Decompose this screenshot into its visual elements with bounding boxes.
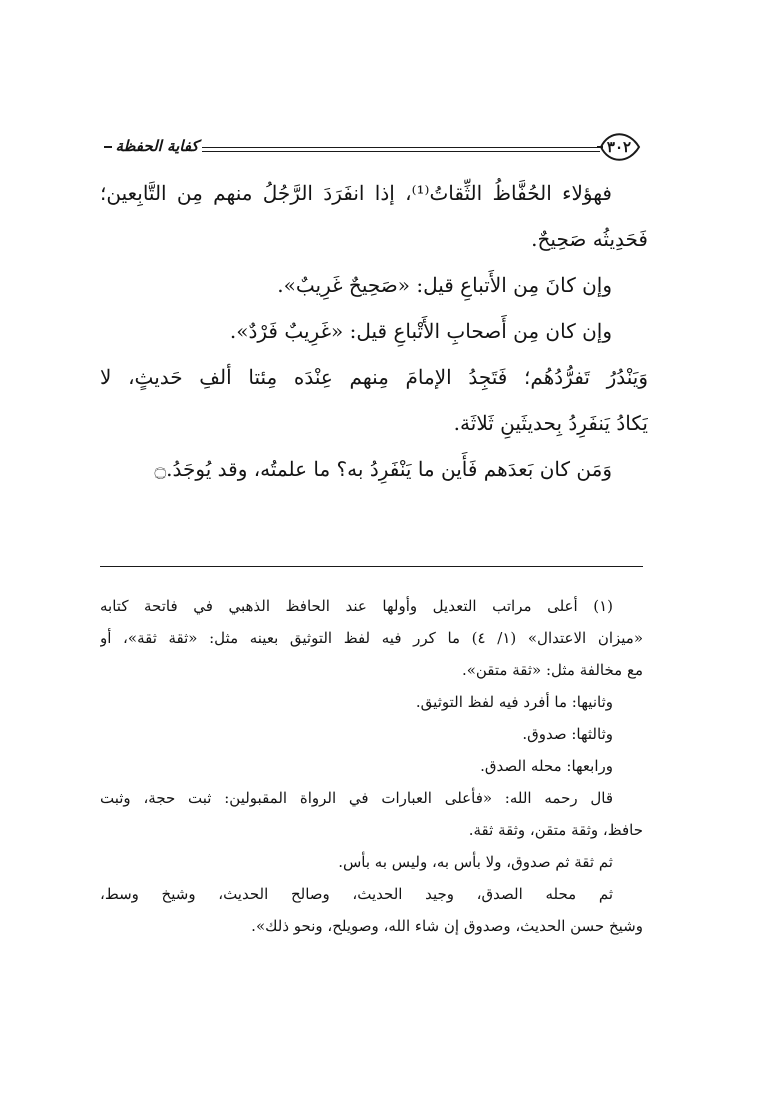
page-number: ٣٠٢ — [606, 138, 632, 156]
main-line-6: يَكادُ يَنفَرِدُ بِحديثَينِ ثَلاثَة. — [453, 411, 648, 435]
main-line-4: وإن كان مِن أَصحابِ الأَتْباعِ قيل: «غَرِيبٌ فَرْدٌ». — [229, 319, 612, 343]
footnote-line-5: وثالثها: صدوق. — [522, 725, 613, 743]
footnote-line-3: مع مخالفة مثل: «ثقة متقن». — [461, 661, 643, 679]
main-line-5: وَيَنْدُرُ تَفرُّدُهُم؛ فَتَجِدُ الإمامَ مِنهم عِنْدَه مِئتا ألفِ حَديثٍ، لا — [100, 365, 648, 389]
main-line-7: وَمَن كان بَعدَهم فَأَين ما يَنْفَرِدُ به؟ ما علمتُه، وقد يُوجَدُ.۝ — [154, 457, 612, 481]
page-number-badge — [595, 128, 643, 166]
footnote-line-10: ثم محله الصدق، وجيد الحديث، وصالح الحديث، وشيخ وسط، — [100, 885, 613, 903]
footnote-line-8: حافظ، وثقة متقن، وثقة ثقة. — [468, 821, 643, 839]
main-line-1: فهؤلاء الحُفَّاظُ الثِّقاتُ⁽¹⁾، إذا انفَرَدَ الرَّجُلُ منهم مِن التَّابِعين؛ — [100, 181, 612, 205]
main-line-2: فَحَدِيثُه صَحِيحٌ. — [531, 227, 648, 251]
footnote-line-11: وشيخ حسن الحديث، وصدوق إن شاء الله، وصويلح، ونحو ذلك». — [251, 917, 643, 935]
footnote-line-7: قال رحمه الله: «فأعلى العبارات في الرواة المقبولين: ثبت حجة، وثبت — [100, 789, 613, 807]
footnote-separator — [100, 566, 643, 567]
footnote-line-9: ثم ثقة ثم صدوق، ولا بأس به، وليس به بأس. — [338, 853, 613, 871]
main-line-3: وإن كانَ مِن الأَتباعِ قيل: «صَحِيحٌ غَرِيبٌ». — [277, 273, 612, 297]
running-title: كفاية الحفظة — [112, 134, 202, 158]
footnote-line-1: (١) أعلى مراتب التعديل وأولها عند الحافظ الذهبي في فاتحة كتابه — [100, 597, 613, 615]
footnote-line-2: «ميزان الاعتدال» (١/ ٤) ما كرر فيه لفظ التوثيق بعينه مثل: «ثقة ثقة»، أو — [100, 629, 643, 647]
footnote-line-6: ورابعها: محله الصدق. — [480, 757, 613, 775]
footnote-line-4: وثانيها: ما أفرد فيه لفظ التوثيق. — [415, 693, 613, 711]
